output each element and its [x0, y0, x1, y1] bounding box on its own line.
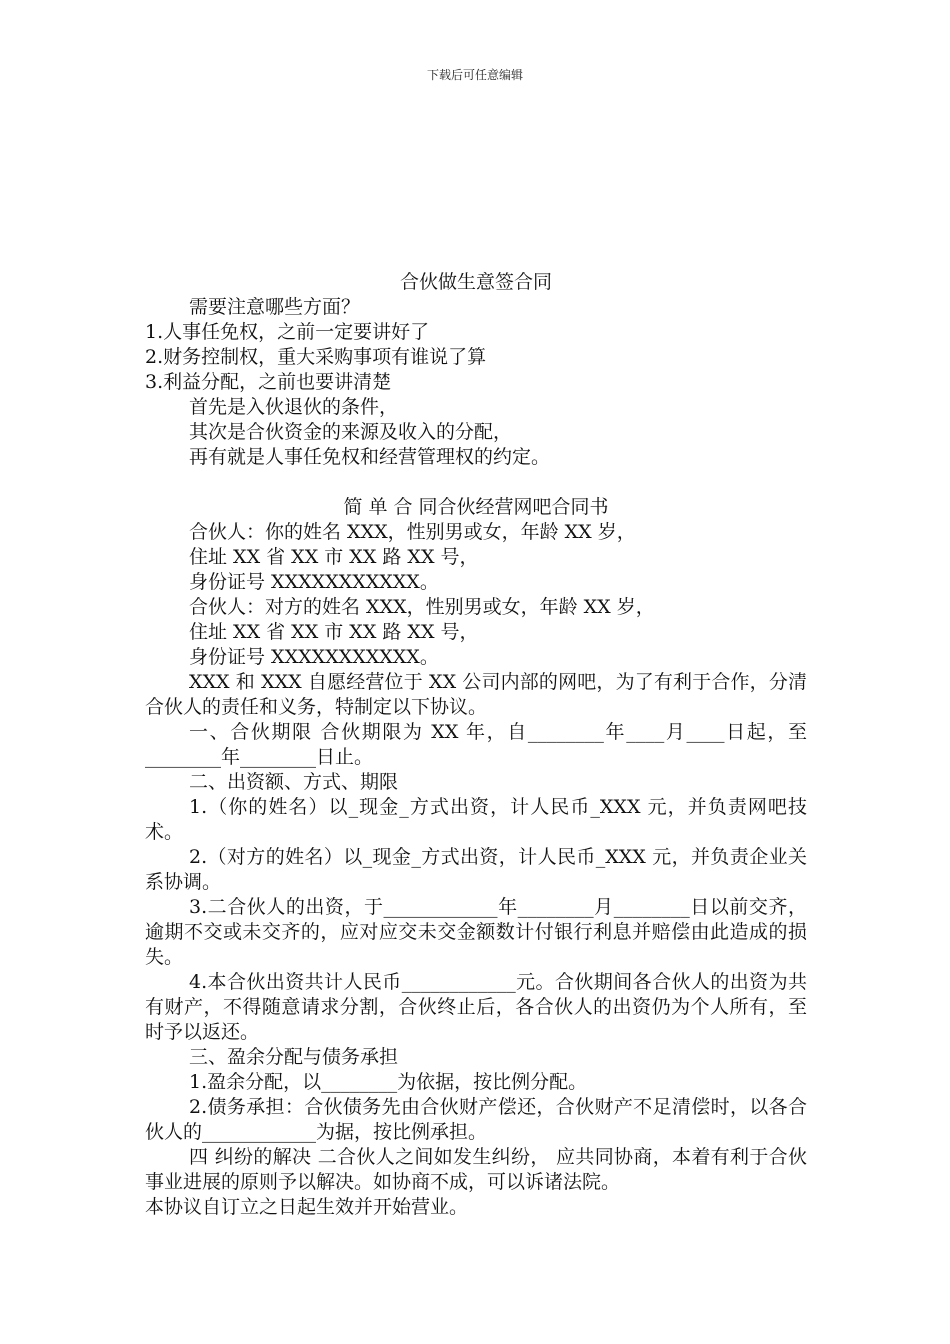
- contract-paragraph: 1.（你的姓名）以_现金_方式出资，计人民币_XXX 元，并负责网吧技术。: [145, 796, 807, 843]
- contract-paragraph: 3.二合伙人的出资，于____________年________月________日以前交齐，逾期不交或未交齐的，应对应交未交金额数计付银行利息并赔偿由此造成的损失。: [145, 896, 807, 968]
- party-a-line: 身份证号 XXXXXXXXXXX。: [189, 571, 439, 593]
- contract-paragraph: 1.盈余分配，以________为依据，按比例分配。: [189, 1071, 588, 1093]
- party-b-line: 合伙人：对方的姓名 XXX，性别男或女，年龄 XX 岁，: [189, 596, 655, 618]
- section-title: 合伙做生意签合同: [399, 271, 552, 293]
- contract-paragraph: 三、盈余分配与债务承担: [189, 1046, 399, 1068]
- party-a-line: 住址 XX 省 XX 市 XX 路 XX 号，: [189, 546, 479, 568]
- list-item: 2.财务控制权，重大采购事项有谁说了算: [145, 346, 487, 368]
- note-line: 其次是合伙资金的来源及收入的分配，: [189, 421, 513, 443]
- note-line: 再有就是人事任免权和经营管理权的约定。: [189, 446, 551, 468]
- document-body: [145, 270, 807, 1220]
- contract-paragraph: 4.本合伙出资共计人民币____________元。合伙期间各合伙人的出资为共有财产，不得随意请求分割，合伙终止后，各合伙人的出资仍为个人所有，至时予以返还。: [145, 971, 807, 1043]
- contract-paragraph: 一、合伙期限 合伙期限为 XX 年，自________年____月____日起，至________年________日止。: [145, 721, 807, 768]
- contract-paragraph: 2.（对方的姓名）以_现金_方式出资，计人民币_XXX 元，并负责企业关系协调。: [145, 846, 807, 893]
- party-b-line: 住址 XX 省 XX 市 XX 路 XX 号，: [189, 621, 479, 643]
- contract-closing: 本协议自订立之日起生效并开始营业。: [145, 1196, 469, 1218]
- contract-title: 简 单 合 同合伙经营网吧合同书: [343, 496, 609, 518]
- section-subtitle: 需要注意哪些方面？: [189, 296, 361, 318]
- contract-paragraph: 二、出资额、方式、期限: [189, 771, 399, 793]
- note-line: 首先是入伙退伙的条件，: [189, 396, 399, 418]
- section-spacer: [145, 470, 807, 495]
- list-item: 3.利益分配，之前也要讲清楚: [145, 371, 392, 393]
- party-a-line: 合伙人：你的姓名 XXX，性别男或女，年龄 XX 岁，: [189, 521, 636, 543]
- page-header-note: 下载后可任意编辑: [426, 68, 523, 82]
- contract-paragraph: 四 纠纷的解决 二合伙人之间如发生纠纷， 应共同协商，本着有利于合伙事业进展的原则予以解决。如协商不成，可以诉诸法院。: [145, 1146, 807, 1193]
- list-item: 1.人事任免权，之前一定要讲好了: [145, 321, 430, 343]
- contract-paragraph: 2.债务承担：合伙债务先由合伙财产偿还，合伙财产不足清偿时，以各合伙人的____________为据，按比例承担。: [145, 1096, 807, 1143]
- party-b-line: 身份证号 XXXXXXXXXXX。: [189, 646, 439, 668]
- contract-paragraph: XXX 和 XXX 自愿经营位于 XX 公司内部的网吧，为了有利于合作，分清合伙人的责任和义务，特制定以下协议。: [145, 671, 807, 718]
